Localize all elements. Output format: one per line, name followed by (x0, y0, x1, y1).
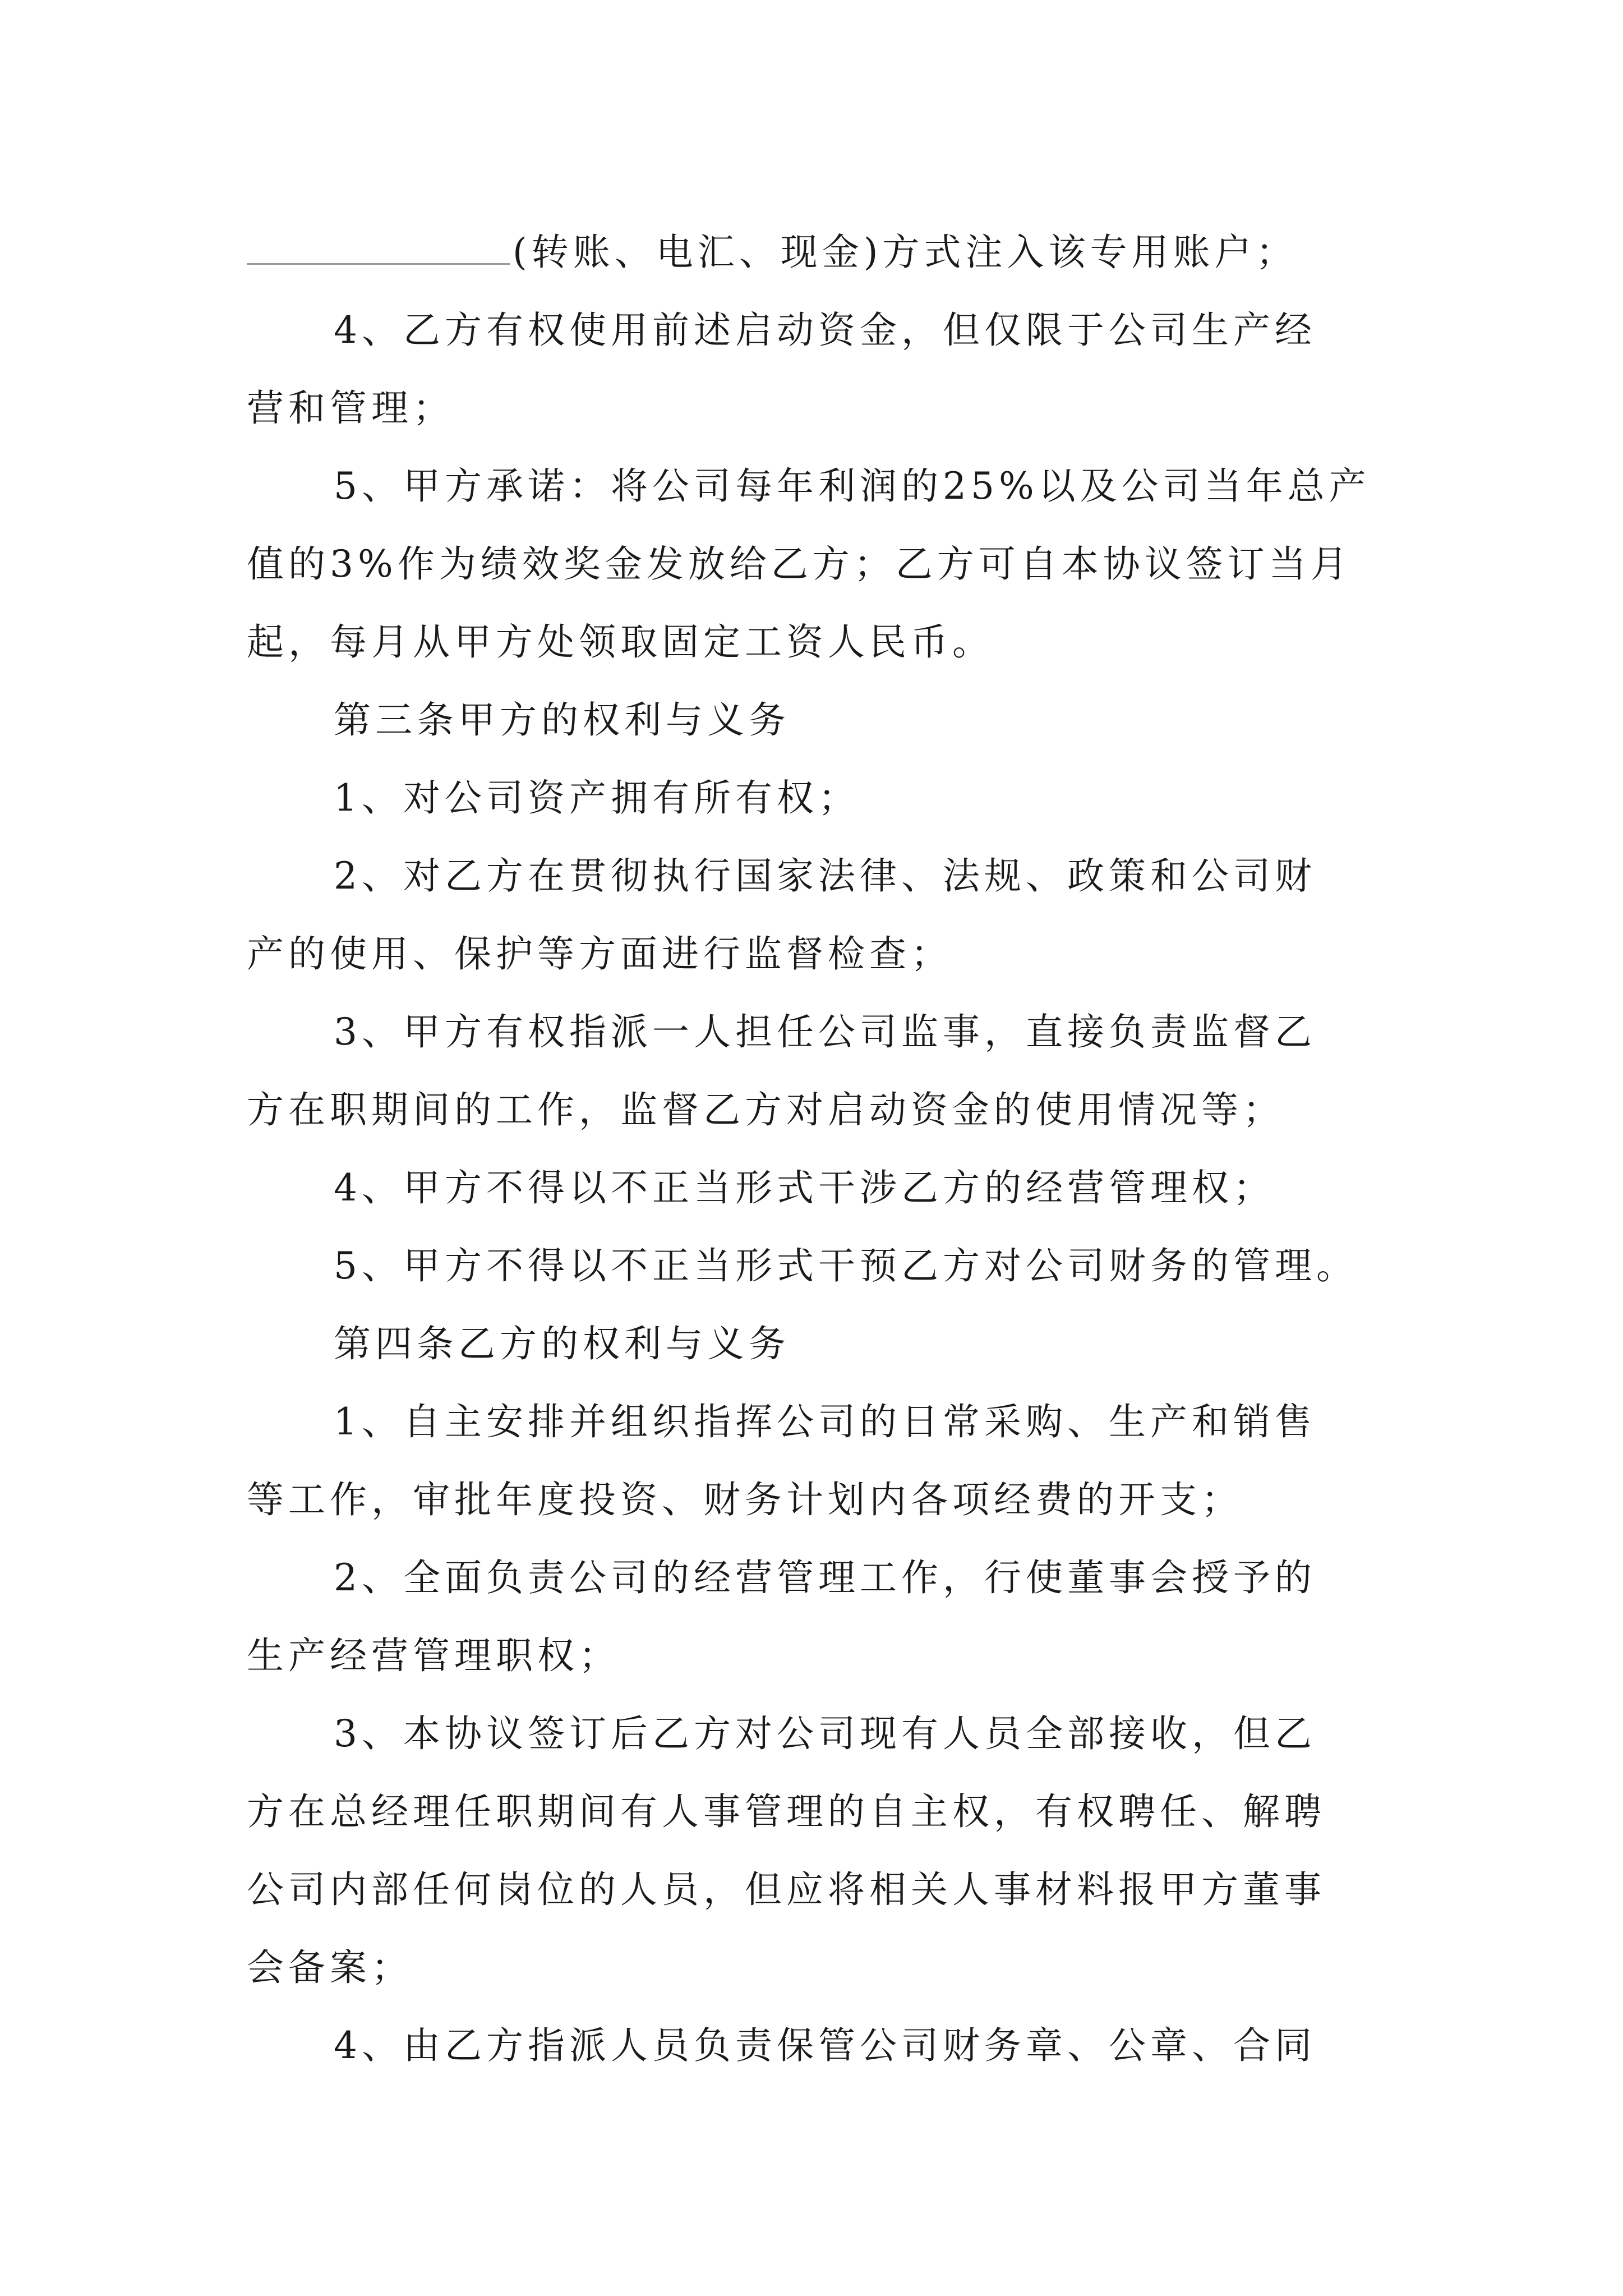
line-text: 1、自主安排并组织指挥公司的日常采购、生产和销售 (334, 1400, 1316, 1443)
line-text: 4、由乙方指派人员负责保管公司财务章、公章、合同 (334, 2024, 1316, 2067)
line-text: 5、甲方承诺：将公司每年利润的25%以及公司当年总产 (334, 464, 1371, 508)
text-line-10 (247, 915, 1385, 993)
text-line-1 (247, 213, 1385, 291)
line-text: 第三条甲方的权利与义务 (334, 698, 790, 742)
text-line-5 (247, 525, 1385, 603)
text-line-20 (247, 1695, 1385, 1773)
text-line-4 (247, 447, 1385, 525)
line-text: 5、甲方不得以不正当形式干预乙方对公司财务的管理。 (334, 1244, 1358, 1287)
text-line-13 (247, 1149, 1385, 1227)
line-text: 方在职期间的工作，监督乙方对启动资金的使用情况等； (247, 1088, 1284, 1131)
line-text: 会备案； (247, 1946, 413, 1989)
text-line-19 (247, 1617, 1385, 1695)
text-line-11 (247, 993, 1385, 1071)
section-heading-3 (247, 681, 1385, 759)
fill-in-blank (247, 229, 510, 265)
line-text: 1、对公司资产拥有所有权； (334, 776, 860, 820)
text-line-16 (247, 1383, 1385, 1461)
text-line-9 (247, 837, 1385, 915)
text-line-2 (247, 291, 1385, 369)
text-line-22 (247, 1851, 1385, 1929)
line-text: 方在总经理任职期间有人事管理的自主权，有权聘任、解聘 (247, 1790, 1326, 1833)
text-line-21 (247, 1773, 1385, 1851)
section-heading-4 (247, 1305, 1385, 1383)
line-text: 值的3%作为绩效奖金发放给乙方；乙方可自本协议签订当月 (247, 542, 1352, 586)
line-text: 3、甲方有权指派一人担任公司监事，直接负责监督乙 (334, 1010, 1316, 1053)
line-text: 2、全面负责公司的经营管理工作，行使董事会授予的 (334, 1556, 1316, 1599)
text-line-14 (247, 1227, 1385, 1305)
line-text: 生产经营管理职权； (247, 1634, 620, 1677)
line-text: 第四条乙方的权利与义务 (334, 1322, 790, 1365)
line-text: (转账、电汇、现金)方式注入该专用账户； (513, 231, 1298, 274)
text-line-3 (247, 369, 1385, 447)
line-text: 起，每月从甲方处领取固定工资人民币。 (247, 620, 994, 664)
text-line-23 (247, 1929, 1385, 2007)
document-page (247, 213, 1385, 2085)
line-text: 产的使用、保护等方面进行监督检查； (247, 932, 952, 976)
line-text: 2、对乙方在贯彻执行国家法律、法规、政策和公司财 (334, 854, 1316, 898)
line-text: 营和管理； (247, 386, 454, 430)
line-text: 等工作，审批年度投资、财务计划内各项经费的开支； (247, 1478, 1243, 1521)
text-line-6 (247, 603, 1385, 681)
line-text: 3、本协议签订后乙方对公司现有人员全部接收，但乙 (334, 1712, 1316, 1755)
line-text: 公司内部任何岗位的人员，但应将相关人事材料报甲方董事 (247, 1868, 1326, 1911)
text-line-17 (247, 1461, 1385, 1539)
text-line-8 (247, 759, 1385, 837)
text-line-18 (247, 1539, 1385, 1617)
text-line-12 (247, 1071, 1385, 1149)
line-text: 4、乙方有权使用前述启动资金，但仅限于公司生产经 (334, 309, 1316, 352)
line-text: 4、甲方不得以不正当形式干涉乙方的经营管理权； (334, 1166, 1275, 1209)
text-line-24 (247, 2007, 1385, 2085)
